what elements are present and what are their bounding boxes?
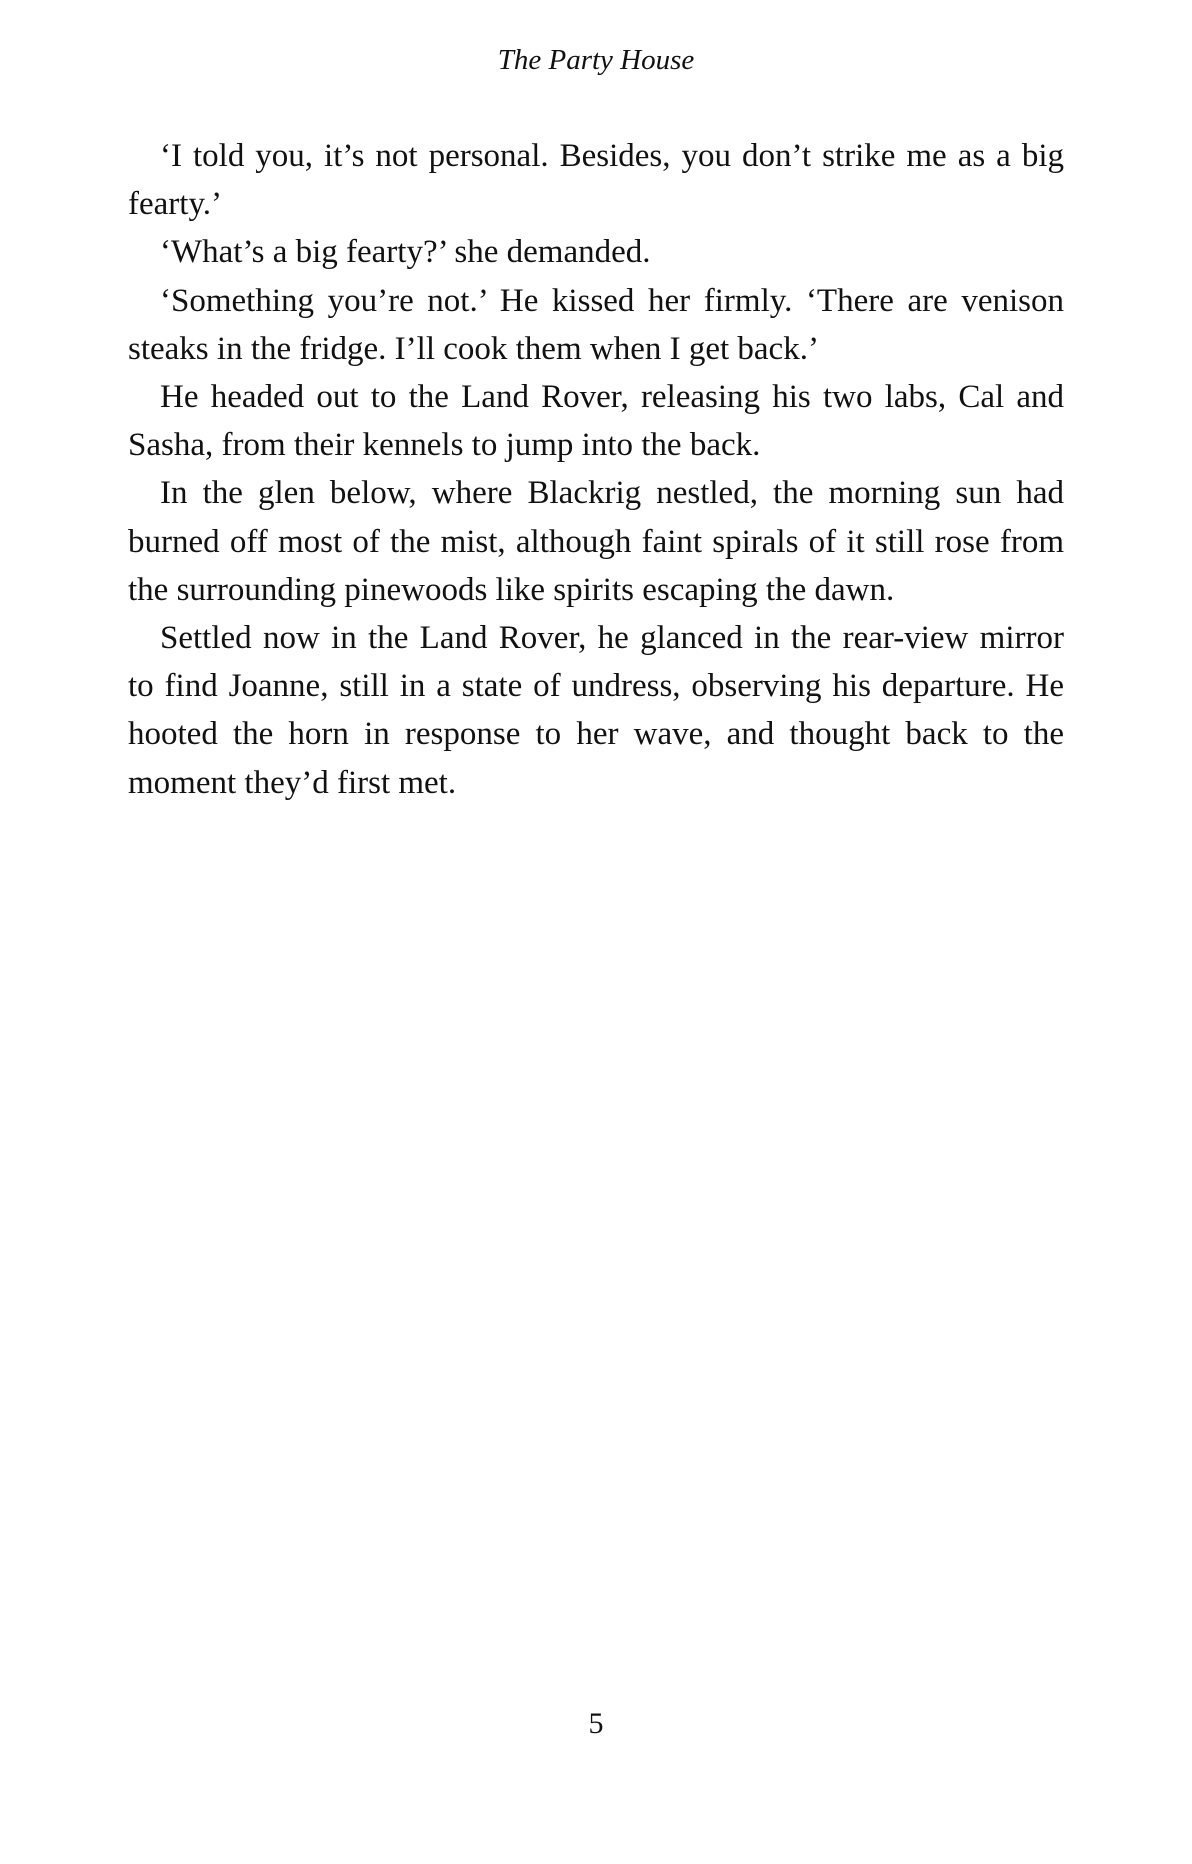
paragraph: Settled now in the Land Rover, he glanced in the rear-view mirror to find Joanne, still in a state of undress, observing his departure. He hooted the horn in response to her wave, and thought back to the moment they’d first met. [128, 620, 1064, 801]
running-head: The Party House [497, 44, 695, 76]
paragraph: ‘What’s a big fearty?’ she demanded. [160, 234, 651, 271]
paragraph: ‘I told you, it’s not personal. Besides, you don’t strike me as a big fearty.’ [128, 138, 1064, 223]
paragraph: ‘Something you’re not.’ He kissed her firmly. ‘There are venison steaks in the fridge. I’ll cook them when I get back.’ [128, 282, 1064, 367]
paragraph: In the glen below, where Blackrig nestled, the morning sun had burned off most of the mist, although faint spirals of it still rose from the surrounding pinewoods like spirits escaping the dawn. [128, 475, 1064, 608]
page-number: 5 [588, 1707, 604, 1740]
body-text [128, 132, 1064, 807]
paragraph: He headed out to the Land Rover, releasing his two labs, Cal and Sasha, from their kennels to jump into the back. [128, 379, 1064, 464]
